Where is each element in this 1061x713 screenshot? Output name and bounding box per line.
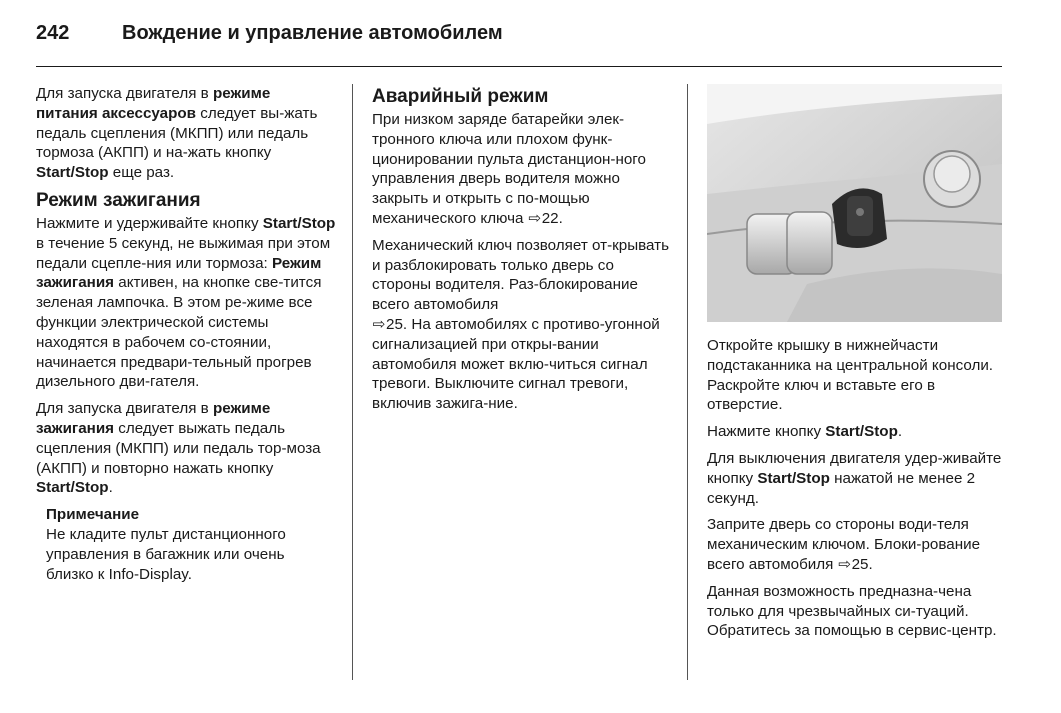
arrow-right-outline-icon: ⇨	[838, 555, 851, 573]
arrow-right-outline-icon: ⇨	[372, 315, 386, 333]
page-title: Вождение и управление автомобилем	[122, 22, 503, 44]
page-ref-link[interactable]: 25.	[851, 555, 873, 573]
note-text: Не кладите пульт дистанционного управления в багажник или очень близко к Info-Display.	[46, 525, 286, 583]
column-left	[36, 84, 336, 584]
paragraph-ignition-start: Для запуска двигателя в режиме зажигания следует выжать педаль сцепления (МКПП) или педаль тор-моза (АКПП) и повторно нажать кнопку Start/Stop.	[36, 400, 321, 497]
arrow-right-outline-icon: ⇨	[528, 209, 542, 227]
paragraph-ignition-hold: Нажмите и удерживайте кнопку Start/Stop в течение 5 секунд, не выжимая при этом педали сцепле-ния или тормоза: Режим зажигания активен, на кнопке све-тится зеленая лампочка. В этом ре-жиме все функции электрической системы находятся в рабочем со-стоянии, начинается предвари-тельный прогрев дизельного дви-гателя.	[36, 214, 336, 391]
column-middle	[372, 86, 672, 421]
paragraph-open-lid: Откройте крышку в нижнейчасти подстаканника на центральной консоли. Раскройте ключ и вставьте его в отверстие.	[707, 337, 994, 414]
paragraph-emergency-only: Данная возможность предназна-чена только для чрезвычайных си-туаций. Обратитесь за помощью в сервис-центр.	[707, 582, 997, 640]
page-ref-link[interactable]: 22.	[541, 209, 563, 227]
page-ref-link[interactable]: 25.	[386, 315, 408, 333]
column-divider-1	[352, 84, 353, 680]
page-number: 242	[36, 22, 70, 44]
heading-emergency-mode: Аварийный режим	[372, 86, 549, 107]
paragraph-press-button: Нажмите кнопку Start/Stop.	[707, 423, 903, 441]
paragraph-accessory-start: Для запуска двигателя в режиме питания аксессуаров следует вы-жать педаль сцепления (МКПП) или педаль тормоза (АКПП) и на-жать кнопку Start/Stop еще раз.	[36, 85, 318, 182]
header-divider	[36, 66, 1002, 67]
console-key-slot-photo	[707, 84, 1002, 322]
column-divider-2	[687, 84, 688, 680]
column-right	[707, 336, 1002, 648]
paragraph-lock-door: Заприте дверь со стороны води-теля механическим ключом. Блоки-рование всего автомобиля ⇨25.	[707, 516, 981, 573]
paragraph-engine-off: Для выключения двигателя удер-живайте кнопку Start/Stop нажатой не менее 2 секунд.	[707, 449, 1002, 507]
page-header	[36, 22, 1006, 52]
paragraph-emergency-key: При низком заряде батарейки элек-тронного ключа или плохом функ-ционировании пульта дистанцион-ного управления дверь водителя можно закрыть и открыть с по-мощью механического ключа ⇨22.	[372, 111, 646, 227]
heading-ignition-mode: Режим зажигания	[36, 189, 201, 211]
note-box	[46, 505, 336, 584]
console-illustration	[707, 84, 1002, 322]
paragraph-mechanical-key: Механический ключ позволяет от-крывать и разблокировать только дверь со стороны водителя. Раз-блокирование всего автомобиля ⇨25. На автомобилях с противо-угонной сигнализацией при откры-вании автомобиля может вклю-читься сигнал тревоги. Выключите сигнал тревоги, включив зажига-ние.	[372, 236, 670, 413]
note-title: Примечание	[46, 506, 140, 524]
